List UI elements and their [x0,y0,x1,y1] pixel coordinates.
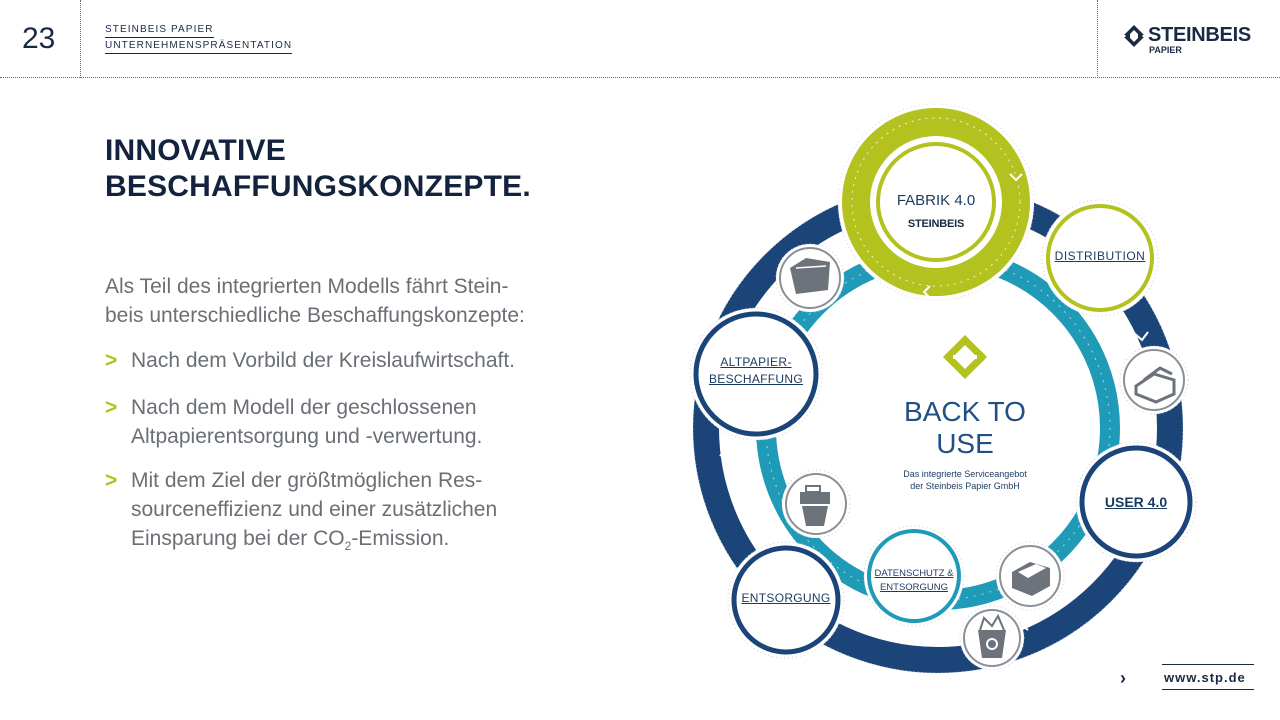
breadcrumb-presentation[interactable]: UNTERNEHMENSPRÄSENTATION [105,39,292,54]
entsorgung-label[interactable]: ENTSORGUNG [741,591,831,605]
header-divider-right [1097,0,1098,78]
co2-text-post: -Emission. [351,527,450,550]
next-arrow-icon[interactable]: › [1120,668,1126,688]
co2-text-pre: Einsparung bei der CO [131,527,345,550]
datenschutz-label[interactable] [866,567,962,595]
center-subtitle-line-2: der Steinbeis Papier GmbH [910,481,1020,491]
logo-wordmark: STEINBEIS [1148,24,1251,46]
center-title [860,396,1070,460]
bullet-arrow-icon: > [105,469,118,492]
intro-paragraph [105,272,625,330]
center-title-line-1: BACK TO [904,396,1026,427]
steinbeis-logo-icon [1122,24,1146,48]
printer-icon [782,470,850,538]
datenschutz-label-line-1: DATENSCHUTZ & [874,568,954,579]
intro-line-1: Als Teil des integrierten Modells fährt Stein- [105,275,509,298]
altpapier-label-line-2: BESCHAFFUNG [709,372,803,386]
bullet-arrow-icon: > [105,349,118,372]
datenschutz-label-line-2: ENTSORGUNG [879,582,949,593]
distribution-label[interactable]: DISTRIBUTION [1054,249,1146,263]
center-subtitle-line-1: Das integrierte Serviceangebot [903,469,1027,479]
altpapier-label[interactable] [700,354,812,388]
steinbeis-logo [1122,24,1262,60]
bullet-line: Mit dem Ziel der größtmöglichen Res- [131,469,483,492]
user-label[interactable]: USER 4.0 [1104,494,1168,510]
website-link[interactable]: www.stp.de [1162,664,1254,690]
altpapier-label-line-1: ALTPAPIER- [720,355,792,369]
box-icon [1120,346,1188,414]
shredder-box-icon [996,542,1064,610]
page-title-line-2: BESCHAFFUNGSKONZEPTE. [105,170,531,203]
breadcrumb-company[interactable]: STEINBEIS PAPIER [105,23,214,38]
co2-subscript: 2 [344,539,352,554]
header-bar [0,0,1280,78]
bullet-line: sourceneffizienz und einer zusätzlichen [131,498,498,521]
back-to-use-diagram [680,100,1200,680]
paper-stack-icon [776,244,844,312]
header-divider [80,0,81,78]
page-number: 23 [22,22,56,55]
bullet-line: Altpapierentsorgung und -verwertung. [131,425,483,448]
logo-subtitle: PAPIER [1149,45,1182,55]
fabrik-steinbeis-logo: STEINBEIS [907,218,965,230]
center-title-line-2: USE [936,428,994,459]
cycle-arrow-icon [720,449,732,456]
bullet-item [105,346,605,375]
page-title [105,133,531,205]
center-subtitle [860,468,1070,492]
bullet-line: Nach dem Vorbild der Kreislaufwirtschaft. [131,349,515,372]
page-title-line-1: INNOVATIVE [105,134,286,167]
bullet-line: Nach dem Modell der geschlossenen [131,396,477,419]
bullet-arrow-icon: > [105,396,118,419]
bullet-item [105,466,605,561]
recycle-bag-icon [960,606,1024,670]
fabrik-label[interactable]: FABRIK 4.0 [896,192,976,209]
intro-line-2: beis unterschiedliche Beschaffungskonzepte: [105,304,525,327]
bullet-line [105,524,605,561]
bullet-item [105,393,605,451]
